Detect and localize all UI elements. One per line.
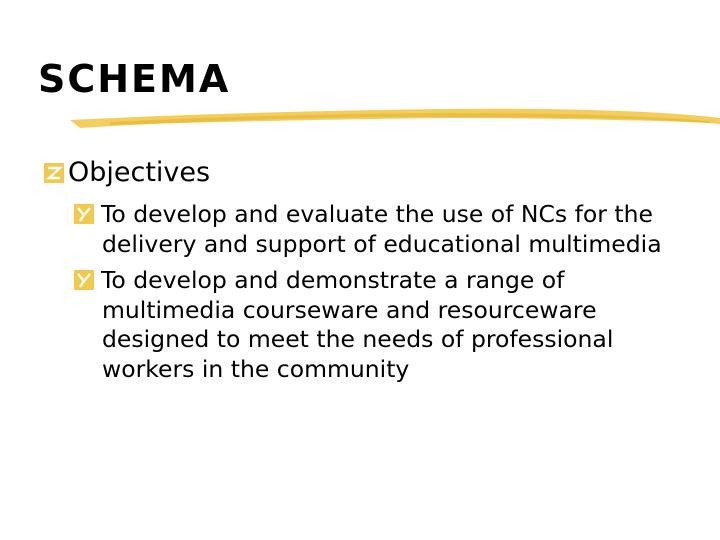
list-item-text: To develop and evaluate the use of NCs for the delivery and support of educational multimedia	[101, 200, 662, 258]
bullet-list-level2	[74, 200, 694, 384]
y-bullet-icon	[74, 270, 94, 290]
list-item	[74, 266, 694, 384]
y-bullet-icon	[74, 204, 94, 224]
title-underline-brushstroke	[70, 104, 720, 134]
z-bullet-icon	[44, 163, 64, 183]
slide-title: SCHEMA	[38, 57, 231, 101]
bullet-level1	[44, 155, 210, 191]
bullet-level1-text: Objectives	[68, 157, 211, 188]
list-item	[74, 200, 694, 259]
list-item-text: To develop and demonstrate a range of multimedia courseware and resourceware designed to meet the needs of professional workers in the community	[101, 266, 614, 383]
